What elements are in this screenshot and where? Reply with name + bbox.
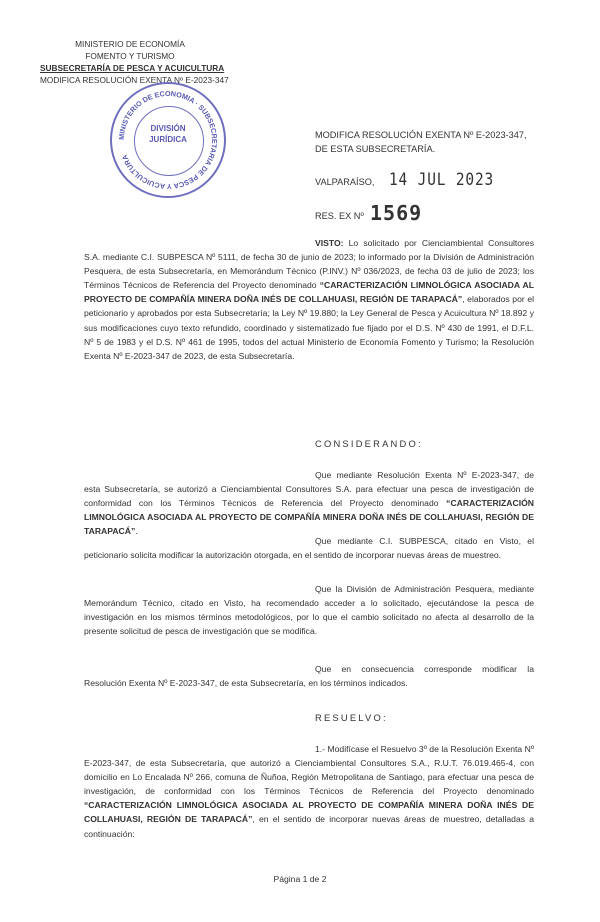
considerando-3	[84, 582, 534, 638]
resolution-label: RES. EX Nº	[315, 211, 364, 221]
header-subject: MODIFICA RESOLUCIÓN EXENTA Nº E-2023-347	[40, 75, 229, 85]
resuelvo-heading: RESUELVO:	[315, 712, 388, 723]
visto-label: VISTO:	[315, 238, 344, 248]
considerando-1	[84, 468, 534, 538]
resolution-number: 1569	[370, 201, 423, 225]
stamp-juridica-label: JURÍDICA	[149, 135, 187, 144]
visto-project-name: “CARACTERIZACIÓN LIMNOLÓGICA ASOCIADA AL PROYECTO DE COMPAÑÍA MINERA DOÑA INÉS DE COLLAHUASI, REGIÓN DE TARAPACÁ”	[84, 280, 535, 305]
reference-block	[315, 128, 527, 156]
resuelvo-1-text-b: , en el sentido de incorporar nuevas áreas de muestreo, detalladas a continuación:	[84, 814, 534, 839]
visto-text-b: , elaborados por el peticionario y aprobados por esta Subsecretaría; la Ley Nº 19.880; la Ley General de Pesca y Acuicultura Nº 18.892 y sus modificaciones cuyo texto refundido, coordinado y sistematizado fue fijado por el D.S. Nº 430 de 1991, el D.F.L. Nº 5 de 1983 y el D.S. Nº 461 de 1995, todos del actual Ministerio de Economía Fomento y Turismo; la Resolución Exenta Nº E-2023-347 de 2023, de esta Subsecretaría.	[84, 294, 535, 361]
considerando-4	[84, 662, 534, 690]
considerando-heading: CONSIDERANDO:	[315, 438, 423, 449]
considerando-3-text: Que la División de Administración Pesquera, mediante Memorándum Técnico, citado en Visto, ha recomendado acceder a lo solicitado, ejecutándose la pesca de investigación en los mismos términos metodológicos, por lo que el cambio solicitado no afecta al desarrollo de la presente solicitud de pesca de investigación que se modifica.	[84, 584, 534, 637]
subsecretaria-name: SUBSECRETARÍA DE PESCA Y ACUICULTURA	[40, 63, 225, 73]
ministry-name: MINISTERIO DE ECONOMÍA	[75, 39, 185, 49]
considerando-1-text-a: Que mediante Resolución Exenta Nº E-2023-347, de esta Subsecretaría, se autorizó a Cienciambiental Consultores S.A. para efectuar una pesca de investigación de conformidad con los Términos Técnicos de Referencia del Proyecto denominado	[84, 470, 534, 509]
resuelvo-1-project-name: “CARACTERIZACIÓN LIMNOLÓGICA ASOCIADA AL PROYECTO DE COMPAÑÍA MINERA DOÑA INÉS DE COLLAHUASI, REGIÓN DE TARAPACÁ”	[84, 800, 534, 825]
resuelvo-1	[84, 742, 534, 841]
reference-line-2: DE ESTA SUBSECRETARÍA.	[315, 144, 436, 154]
stamped-date: 14 JUL 2023	[389, 170, 495, 190]
considerando-2-text: Que mediante C.I. SUBPESCA, citado en Visto, el peticionario solicita modificar la autorización otorgada, en el sentido de incorporar nuevas áreas de muestreo.	[84, 536, 534, 561]
considerando-1-text-b: .	[135, 526, 138, 537]
ministry-name-2: FOMENTO Y TURISMO	[85, 51, 175, 61]
considerando-2	[84, 534, 534, 562]
place-label: VALPARAÍSO,	[315, 177, 375, 187]
page-number: Página 1 de 2	[273, 874, 327, 884]
reference-line-1: MODIFICA RESOLUCIÓN EXENTA Nº E-2023-347,	[315, 130, 527, 140]
division-juridica-stamp	[110, 82, 226, 198]
letterhead	[40, 38, 229, 86]
resuelvo-1-text-a: 1.- Modifícase el Resuelvo 3º de la Resolución Exenta Nº E-2023-347, de esta Subsecretaría, que autorizó a Cienciambiental Consultores S.A., R.U.T. 76.019.465-4, con domicilio en Lo Encalada Nº 266, comuna de Ñuñoa, Región Metropolitana de Santiago, para efectuar una pesca de investigación, de conformidad con los Términos Técnicos de Referencia del Proyecto denominado	[84, 744, 534, 797]
considerando-4-text: Que en consecuencia corresponde modificar la Resolución Exenta Nº E-2023-347, de esta Subsecretaría, en los términos indicados.	[84, 664, 534, 689]
considerando-1-project-name: “CARACTERIZACIÓN LIMNOLÓGICA ASOCIADA AL PROYECTO DE COMPAÑÍA MINERA DOÑA INÉS DE COLLAHUASI, REGIÓN DE TARAPACÁ”	[84, 498, 534, 537]
visto-text-a: Lo solicitado por Cienciambiental Consultores S.A. mediante C.I. SUBPESCA Nº 5111, de fecha 30 de junio de 2023; lo informado por la División de Administración Pesquera, de esta Subsecretaría, en Memorándum Técnico (P.INV.) Nº 036/2023, de fecha 03 de julio de 2023; los Términos Técnicos de Referencia del Proyecto denominado	[84, 238, 534, 291]
stamp-division-label: DIVISIÓN	[150, 124, 186, 133]
stamp-ring-text: MINISTERIO DE ECONOMIA · SUBSECRETARIA DE PESCA Y ACUICULTURA	[116, 88, 220, 192]
visto-paragraph	[84, 236, 534, 363]
